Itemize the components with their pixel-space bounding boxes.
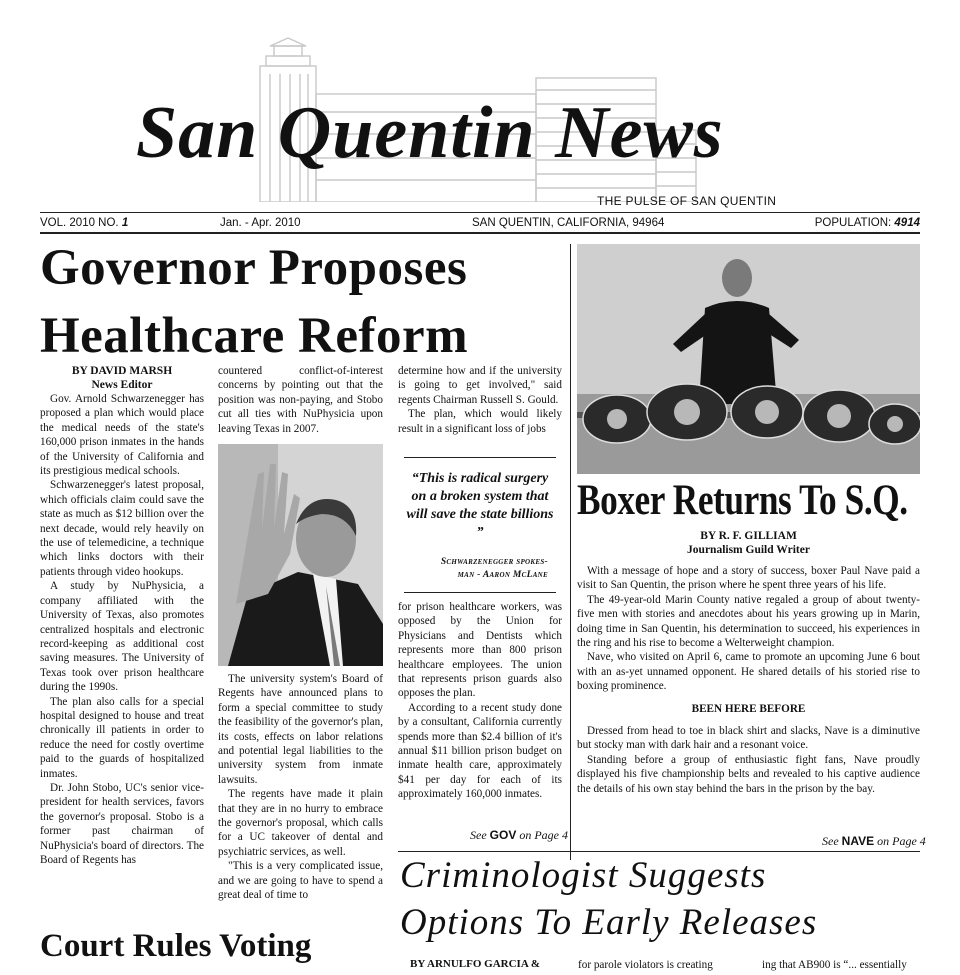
boxer-paragraph: Standing before a group of enthusiastic fight fans, Nave proudly displayed his five championship belts and revealed to his captive audience the details of his own stay behind the bars in the prison by the bay. xyxy=(577,753,920,795)
boxer-article xyxy=(577,564,920,796)
lead-paragraph: countered conflict-of-interest concerns by pointing out that the position was non-paying, and Stobo cut all ties with NuPhysicia upon leaving Texas in 2007. xyxy=(218,365,383,435)
criminologist-headline-line1: Criminologist Suggests xyxy=(400,855,767,896)
paper-title: San Quentin News xyxy=(136,92,724,174)
boxer-continued-link[interactable]: See NAVE on Page 4 xyxy=(822,834,926,848)
criminologist-column-2: for parole violators is creating xyxy=(578,959,713,971)
court-headline: Court Rules Voting xyxy=(40,928,312,964)
lead-paragraph: Gov. Arnold Schwarzenegger has proposed a plan which would place the medical needs of the state's 160,000 prison inmates in the hands of the University of California and its prestigious medical schools. xyxy=(40,393,204,478)
lead-paragraph: determine how and if the university is going to get involved," said regents Chairman Russell S. Gould. xyxy=(398,365,562,406)
boxer-paragraph: The 49-year-old Marin County native regaled a group of about twenty-five men with stories and anecdotes about his years growing up in Marin, doing time in San Quentin, his determination to succeed, his experiences in the ring and his rise to become a Welterweight champion. xyxy=(577,593,920,650)
lead-column-1 xyxy=(40,364,204,867)
pull-quote-text: “This is radical surgery on a broken system that will save the state billions ” xyxy=(406,471,554,540)
lead-paragraph: The regents have made it plain that they are in no hurry to embrace the governor's proposal, which calls for a UC takeover of dental and psychiatric services, as well. xyxy=(218,788,383,858)
pull-quote xyxy=(404,470,556,582)
lead-paragraph: The university system's Board of Regents have announced plans to form a special committee to study the feasibility of the governor's plan, its costs, effects on labor relations and potential legal liabilities to the university system from inmate lawsuits. xyxy=(218,673,383,786)
lead-byline-role: News Editor xyxy=(91,379,153,391)
lead-column-2-continued xyxy=(218,672,383,903)
lead-headline-line1: Governor Proposes xyxy=(40,240,468,296)
column-rule xyxy=(570,244,571,860)
issue-dates: Jan. - Apr. 2010 xyxy=(220,217,301,229)
boxer-paragraph: Dressed from head to toe in black shirt and slacks, Nave is a diminutive but stocky man with dark hair and a resonant voice. xyxy=(577,725,920,752)
location-label: SAN QUENTIN, CALIFORNIA, 94964 xyxy=(472,217,665,229)
boxer-paragraph: Nave, who visited on April 6, came to promote an upcoming June 6 bout with an as-yet unnamed opponent. He shared details of his storied rise to boxing prominence. xyxy=(577,651,920,693)
criminologist-headline xyxy=(400,852,920,946)
lead-paragraph: The plan, which would likely result in a significant loss of jobs xyxy=(398,408,562,435)
criminologist-byline: BY ARNULFO GARCIA & xyxy=(410,958,541,970)
boxer-headline: Boxer Returns To S.Q. xyxy=(577,477,908,524)
boxer-byline: BY R. F. GILLIAM Journalism Guild Writer xyxy=(577,529,920,557)
lead-column-3 xyxy=(398,364,562,436)
lead-headline-line2: Healthcare Reform xyxy=(40,308,469,364)
schwarzenegger-photo xyxy=(218,444,383,666)
lead-column-2 xyxy=(218,364,383,436)
criminologist-headline-line2: Options To Early Releases xyxy=(400,902,818,943)
pull-quote-attribution: Schwarzenegger spokes- man - Aaron McLane xyxy=(440,557,548,580)
volume-label: VOL. 2010 NO. 1 xyxy=(40,217,129,229)
lead-column-3-continued xyxy=(398,600,562,802)
lead-paragraph: Schwarzenegger's latest proposal, which officials claim could save the state as much as $12 billion over the next decade, would rely heavily on the use of telemedicine, a technique which links doctors with their patients through video hookups. xyxy=(40,479,204,578)
lead-paragraph: According to a recent study done by a consultant, California currently spends more than $2.4 billion of it's annual $11 billion prison budget on inmate health care, approximately $41 per day for each of its approximately 160,000 inmates. xyxy=(398,701,562,801)
lead-headline xyxy=(40,236,570,368)
lead-paragraph: The plan also calls for a special hospital designed to house and treat chronically ill patients in order to reduce the need for costly overtime paid to the guards of hospitalized inmates. xyxy=(40,695,204,780)
pull-quote-rule-bottom xyxy=(404,592,556,593)
boxer-photo xyxy=(577,244,920,474)
population-label: POPULATION: 4914 xyxy=(814,217,920,229)
masthead-rule-top xyxy=(40,212,920,213)
issue-bar xyxy=(40,215,920,231)
boxer-byline-role: Journalism Guild Writer xyxy=(687,544,810,556)
masthead xyxy=(0,0,960,215)
lead-continued-link[interactable]: See GOV on Page 4 xyxy=(470,828,568,842)
boxer-paragraph: With a message of hope and a story of success, boxer Paul Nave paid a visit to San Quentin, the prison where he spent three years of his life. xyxy=(577,565,920,592)
lead-paragraph: for prison healthcare workers, was opposed by the Union for Physicians and Dentists which represents more than 800 prison healthcare employees. The union that represents prison guards also opposes the plan. xyxy=(398,601,562,700)
masthead-rule-bottom xyxy=(40,232,920,234)
lead-paragraph: A study by NuPhysicia, a company affiliated with the University of Texas, also promotes centralized hospitals and electronic record-keeping as additional cost saving measures. The University of Texas took over prison healthcare during the 1990s. xyxy=(40,580,204,694)
criminologist-column-3: ing that AB900 is “... essentially xyxy=(762,959,907,971)
tagline: THE PULSE OF SAN QUENTIN xyxy=(597,194,777,208)
boxer-subhead: BEEN HERE BEFORE xyxy=(691,702,806,715)
lead-byline: BY DAVID MARSH News Editor xyxy=(40,364,204,392)
pull-quote-rule-top xyxy=(404,457,556,458)
lead-paragraph: "This is a very complicated issue, and we are going to have to spend a great deal of time to xyxy=(218,860,383,902)
lead-paragraph: Dr. John Stobo, UC's senior vice-president for health services, favors the governor's proposal. Stobo is a former past chairman of NuPhysicia's board of directors. The Board of Regents has xyxy=(40,781,204,866)
